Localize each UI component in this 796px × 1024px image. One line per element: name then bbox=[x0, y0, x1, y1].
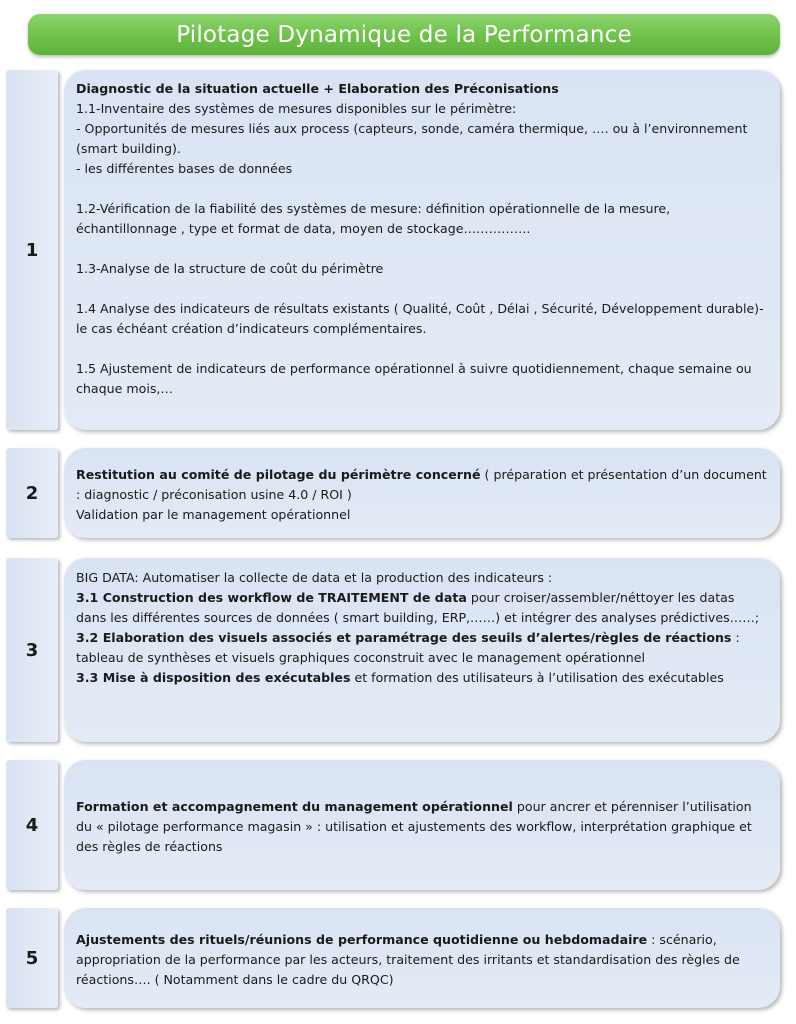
step-text: BIG DATA: Automatiser la collecte de data et la production des indicateurs : bbox=[76, 570, 553, 585]
step-number: 2 bbox=[25, 482, 39, 504]
step-text: 1.5 Ajustement de indicateurs de performance opérationnel à suivre quotidiennement, chaque semaine ou chaque mois,… bbox=[76, 361, 752, 396]
step-1 bbox=[0, 70, 796, 430]
step-heading: Diagnostic de la situation actuelle + Elaboration des Préconisations bbox=[76, 81, 559, 96]
step-text: Validation par le management opérationnel bbox=[76, 507, 351, 522]
step-number-box bbox=[6, 448, 58, 538]
step-text: - Opportunités de mesures liés aux process (capteurs, sonde, caméra thermique, …. ou à l’environnement (smart building). bbox=[76, 121, 748, 156]
step-text: - les différentes bases de données bbox=[76, 161, 293, 176]
step-number: 3 bbox=[25, 639, 39, 661]
step-subheading: 3.3 Mise à disposition des exécutables bbox=[76, 670, 351, 685]
step-text: 1.1-Inventaire des systèmes de mesures disponibles sur le périmètre: bbox=[76, 101, 517, 116]
step-heading: Ajustements des rituels/réunions de performance quotidienne ou hebdomadaire bbox=[76, 932, 648, 947]
step-text: 1.3-Analyse de la structure de coût du périmètre bbox=[76, 261, 384, 276]
step-text: 1.2-Vérification de la fiabilité des systèmes de mesure: définition opérationnelle de la mesure, échantillonnage , type et format de data, moyen de stockage……………. bbox=[76, 201, 671, 236]
step-heading: Restitution au comité de pilotage du périmètre concerné bbox=[76, 467, 481, 482]
step-number: 4 bbox=[25, 814, 39, 836]
step-heading: Formation et accompagnement du management opérationnel bbox=[76, 799, 513, 814]
step-number-box bbox=[6, 70, 58, 430]
step-content bbox=[64, 448, 780, 538]
step-text: : scénario, appropriation de la performance par les acteurs, traitement des irritants et standardisation des règles de réactions…. ( Notamment dans le cadre du QRQC) bbox=[76, 932, 740, 987]
step-number: 5 bbox=[25, 947, 39, 969]
step-text: : tableau de synthèses et visuels graphiques coconstruit avec le management opérationnel bbox=[76, 630, 740, 665]
step-subheading: 3.1 Construction des workflow de TRAITEMENT de data bbox=[76, 590, 467, 605]
step-number-box bbox=[6, 908, 58, 1008]
step-content bbox=[64, 908, 780, 1008]
step-content bbox=[64, 70, 780, 430]
step-5 bbox=[0, 908, 796, 1008]
step-text: pour ancrer et pérenniser l’utilisation du « pilotage performance magasin » : utilisation et ajustements des workflow, interprétation graphique et des règles de réactions bbox=[76, 799, 752, 854]
step-text: ( préparation et présentation d’un document : diagnostic / préconisation usine 4.0 / ROI ) bbox=[76, 467, 767, 502]
step-number-box bbox=[6, 558, 58, 742]
step-4 bbox=[0, 760, 796, 890]
step-text: 1.4 Analyse des indicateurs de résultats existants ( Qualité, Coût , Délai , Sécurité, Développement durable)- le cas échéant création d’indicateurs complémentaires. bbox=[76, 301, 764, 336]
step-number: 1 bbox=[25, 239, 39, 261]
step-number-box bbox=[6, 760, 58, 890]
step-text: et formation des utilisateurs à l’utilisation des exécutables bbox=[350, 670, 724, 685]
step-subheading: 3.2 Elaboration des visuels associés et paramétrage des seuils d’alertes/règles de réactions bbox=[76, 630, 732, 645]
step-3 bbox=[0, 558, 796, 742]
step-2 bbox=[0, 448, 796, 538]
step-content bbox=[64, 760, 780, 890]
step-content bbox=[64, 558, 780, 742]
step-text: pour croiser/assembler/néttoyer les datas dans les différentes sources de données ( smart building, ERP,……) et intégrer des analyses prédictives……; bbox=[76, 590, 760, 625]
page-title: Pilotage Dynamique de la Performance bbox=[176, 21, 632, 48]
title-banner bbox=[28, 14, 780, 55]
